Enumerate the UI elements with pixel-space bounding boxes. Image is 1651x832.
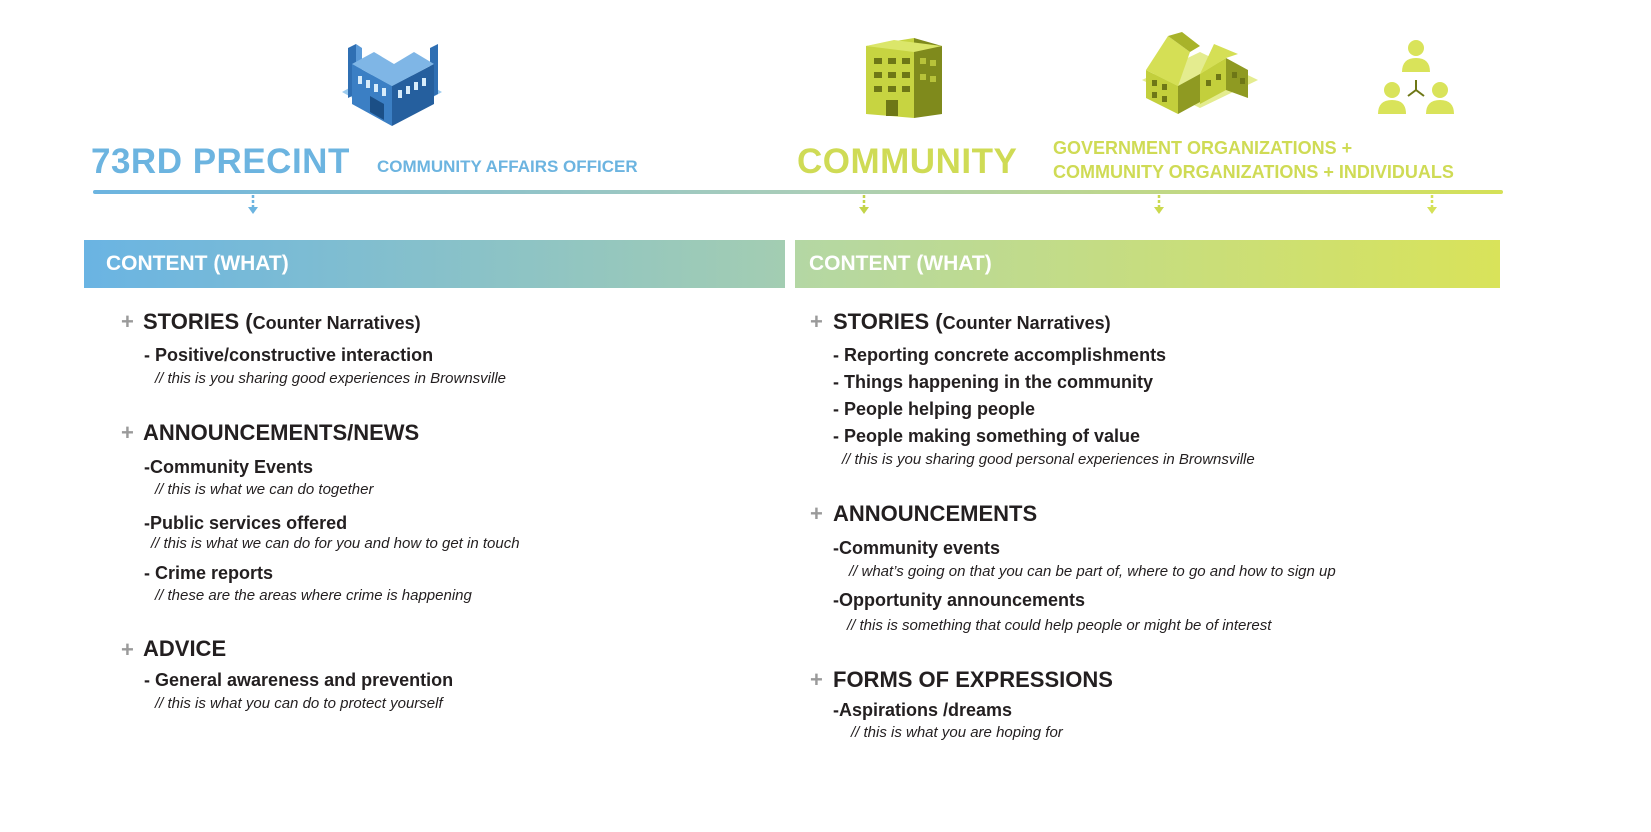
list-item: - People helping people	[833, 399, 1036, 419]
community-title: COMMUNITY	[797, 142, 1018, 181]
list-item: - General awareness and prevention	[144, 670, 454, 690]
plus-icon: +	[121, 309, 134, 334]
section-title: ANNOUNCEMENTS	[833, 501, 1038, 526]
people-network-icon	[1378, 38, 1454, 118]
plus-icon: +	[121, 420, 134, 445]
content-bar-left: CONTENT (WHAT)	[84, 240, 785, 288]
down-arrow-icon	[1153, 195, 1165, 215]
list-item-note: // this is something that could help people or might be of interest	[847, 617, 1272, 634]
content-bar-right: CONTENT (WHAT)	[795, 240, 1500, 288]
section-title: STORIES (	[143, 309, 253, 334]
list-item-note: // this is what you can do to protect yourself	[155, 695, 443, 712]
plus-icon: +	[810, 667, 823, 692]
precinct-building-icon	[334, 34, 450, 136]
orgs-line-1: GOVERNMENT ORGANIZATIONS +	[1053, 138, 1353, 158]
list-item-note: // this is what you are hoping for	[851, 724, 1063, 741]
list-item-note: // these are the areas where crime is happening	[155, 587, 472, 604]
section-title: FORMS OF EXPRESSIONS	[833, 667, 1113, 692]
list-item: - Reporting concrete accomplishments	[833, 345, 1167, 365]
apartment-building-icon	[862, 36, 948, 122]
list-item: - People making something of value	[833, 426, 1141, 446]
down-arrow-icon	[858, 195, 870, 215]
plus-icon: +	[810, 309, 823, 334]
plus-icon: +	[121, 637, 134, 662]
list-item: - Things happening in the community	[833, 372, 1153, 392]
section-heading	[833, 309, 1111, 335]
list-item: -Community Events	[144, 457, 314, 477]
organizations-buildings-icon	[1138, 32, 1262, 128]
section-title: ANNOUNCEMENTS/NEWS	[143, 420, 420, 445]
section-title-suffix: Counter Narratives)	[942, 313, 1111, 333]
precinct-subtitle: COMMUNITY AFFAIRS OFFICER	[377, 157, 638, 176]
list-item-note: // what’s going on that you can be part of, where to go and how to sign up	[849, 563, 1336, 580]
orgs-line-2: COMMUNITY ORGANIZATIONS + INDIVIDUALS	[1053, 162, 1454, 182]
section-heading	[143, 309, 421, 335]
list-item-note: // this is what we can do together	[155, 481, 374, 498]
list-item: -Community events	[833, 538, 1001, 558]
list-item-note: // this is you sharing good experiences in Brownsville	[155, 370, 507, 387]
list-item: - Crime reports	[144, 563, 274, 583]
list-item-note: // this is what we can do for you and how to get in touch	[151, 535, 520, 552]
section-title: STORIES (	[833, 309, 943, 334]
plus-icon: +	[810, 501, 823, 526]
list-item: -Aspirations /dreams	[833, 700, 1013, 720]
list-item: -Public services offered	[144, 513, 348, 533]
section-title: ADVICE	[143, 636, 227, 661]
down-arrow-icon	[247, 195, 259, 215]
timeline-line	[93, 190, 1503, 194]
list-item: -Opportunity announcements	[833, 590, 1085, 610]
list-item: - Positive/constructive interaction	[144, 345, 434, 365]
section-title-suffix: Counter Narratives)	[252, 313, 421, 333]
list-item-note: // this is you sharing good personal experiences in Brownsville	[842, 451, 1255, 468]
down-arrow-icon	[1426, 195, 1438, 215]
precinct-title: 73RD PRECINT	[91, 142, 350, 181]
